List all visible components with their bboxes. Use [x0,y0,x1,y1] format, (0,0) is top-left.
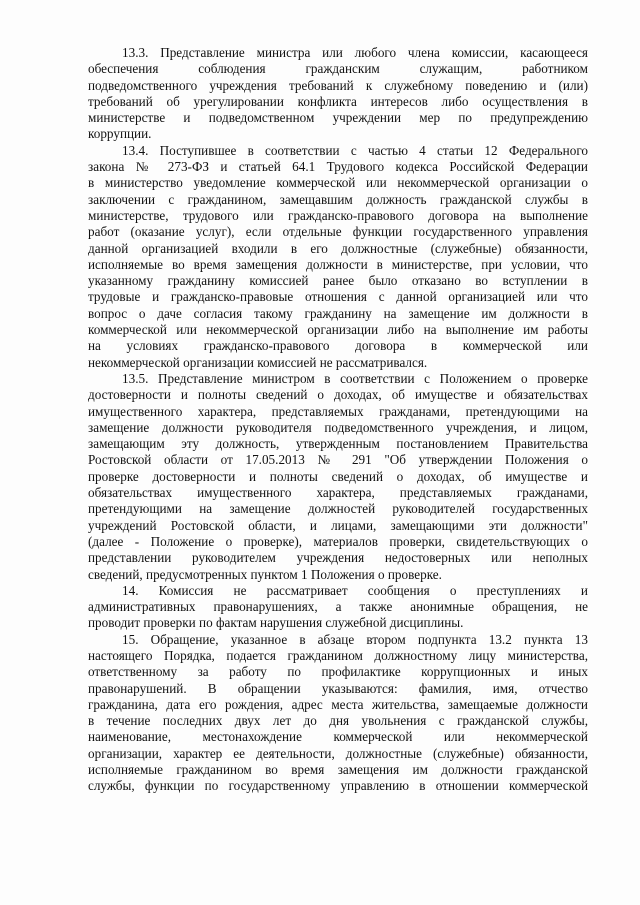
text-line: проводит проверки по фактам нарушения служебной дисциплины. [88,615,464,631]
text-line: правонарушений. В обращении указываются: фамилия, имя, отчество [88,680,588,696]
text-line: претендующими на замещение должностей руководителей государственных [88,501,588,517]
text-line: трудовые и гражданско-правовые отношения с данной организацией или что [88,289,588,305]
paragraph-p14 [88,583,588,632]
text-line: проверке достоверности и полноты сведений о доходах, об имуществе и [88,468,588,484]
document-body [88,45,588,795]
text-line: исполняемые во время замещения должности в министерстве, при условии, что [88,256,588,272]
text-line: обеспечения соблюдения гражданским служащим, работником [88,61,588,77]
text-line: представлении руководителем учреждения недостоверных или неполных [88,550,588,566]
paragraph-p13-5 [88,371,588,583]
text-line: административных правонарушениях, а также анонимные обращения, не [88,599,588,615]
text-line: в течение последних двух лет до дня увольнения с гражданской службы, [88,713,588,729]
paragraph-p13-3 [88,45,588,143]
text-line: требований об урегулировании конфликта интересов либо осуществления в [88,93,588,109]
text-line: на условиях гражданско-правового договора в коммерческой или [88,338,588,354]
text-line: сведений, предусмотренных пунктом 1 Положения о проверке. [88,566,442,582]
text-line: организации, характер ее деятельности, должностные (служебные) обязанности, [88,745,588,761]
text-line: настоящего Порядка, подается гражданином должностному лицу министерства, [88,647,588,663]
text-line: 13.5. Представление министром в соответствии с Положением о проверке [122,370,588,386]
text-line: подведомственного учреждения требований к служебному поведению и (или) [88,77,588,93]
text-line: 15. Обращение, указанное в абзаце втором подпункта 13.2 пункта 13 [122,631,588,647]
text-line: указанному гражданину комиссией ранее было отказано во вступлении в [88,273,588,289]
text-line: наименование, местонахождение коммерческой или некоммерческой [88,729,588,745]
text-line: обязательствах имущественного характера, представляемых гражданами, [88,485,588,501]
text-line: гражданина, дата его рождения, адрес места жительства, замещаемые должности [88,696,588,712]
text-line: службы, функции по государственному управлению в отношении коммерческой [88,778,588,794]
text-line: 13.4. Поступившее в соответствии с частью 4 статьи 12 Федерального [122,142,588,158]
text-line: учреждений Ростовской области, и лицами, замещающими эти должности" [88,517,588,533]
text-line: имущественного характера, представляемых гражданами, претендующими на [88,403,588,419]
text-line: Ростовской области от 17.05.2013 № 291 "Об утверждении Положения о [88,452,588,468]
text-line: некоммерческой организации комиссией не рассматривался. [88,354,428,370]
text-line: замещающим эту должность, утвержденным постановлением Правительства [88,436,588,452]
text-line: коррупции. [88,126,152,142]
text-line: 13.3. Представление министра или любого члена комиссии, касающееся [122,45,588,60]
text-line: вопрос о даче согласия такому гражданину на замещение им должности в [88,305,588,321]
text-line: работ (оказание услуг), если отдельные функции государственного управления [88,224,588,240]
text-line: достоверности и полноты сведений о доходах, об имуществе и обязательствах [88,387,588,403]
text-line: исполняемые гражданином во время замещения им должности гражданской [88,762,588,778]
text-line: в министерство уведомление коммерческой или некоммерческой организации о [88,175,588,191]
text-line: министерстве, трудового или гражданско-правового договора на выполнение [88,207,588,223]
text-line: закона № 273-ФЗ и статьей 64.1 Трудового кодекса Российской Федерации [88,159,588,175]
paragraph-p13-4 [88,143,588,371]
text-line: (далее - Положение о проверке), материалов проверки, свидетельствующих о [88,533,588,549]
text-line: заключении с гражданином, замещавшим должность гражданской службы в [88,191,588,207]
text-line: данной организацией входили в его должностные (служебные) обязанности, [88,240,588,256]
text-line: 14. Комиссия не рассматривает сообщения о преступлениях и [122,582,588,598]
text-line: ответственному за работу по профилактике коррупционных и иных [88,664,588,680]
text-line: коммерческой или некоммерческой организации либо на выполнение им работы [88,322,588,338]
text-line: замещение должности руководителя подведомственного учреждения, и лицом, [88,419,588,435]
text-line: министерстве и подведомственном учреждении мер по предупреждению [88,110,588,126]
paragraph-p15 [88,632,588,795]
